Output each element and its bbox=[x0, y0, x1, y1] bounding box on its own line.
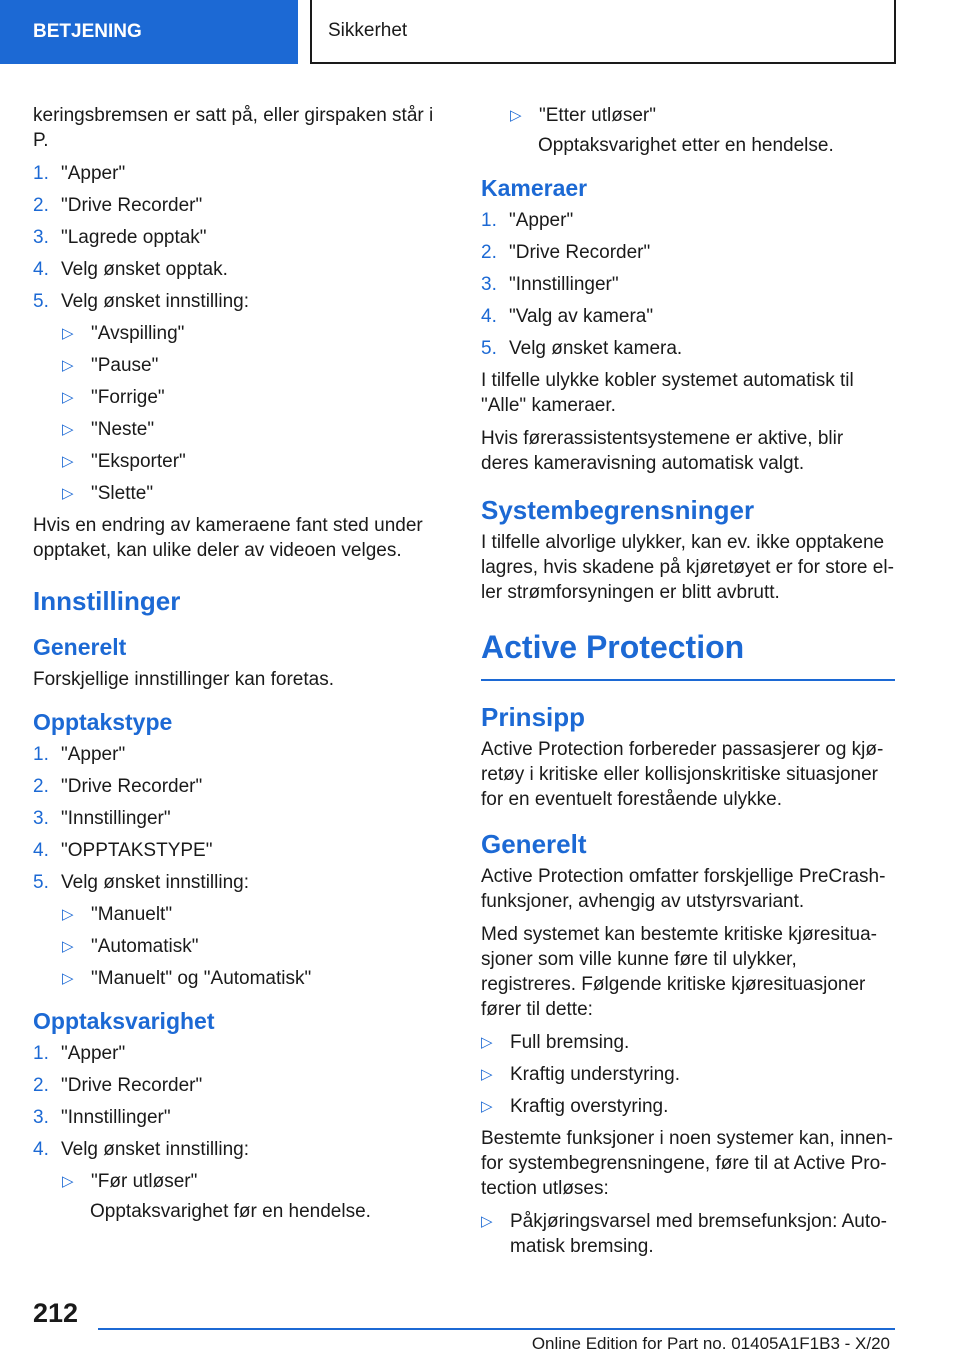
steps-list-4 bbox=[481, 208, 895, 361]
bullets-2 bbox=[62, 902, 443, 991]
step-text: "Drive Recorder" bbox=[61, 195, 203, 216]
steps-list-1 bbox=[33, 161, 443, 314]
bullet-text: "Avspilling" bbox=[91, 323, 185, 344]
section-label: BETJENING bbox=[33, 21, 142, 42]
step-number: 3. bbox=[33, 1107, 49, 1128]
bullet-text: Kraftig overstyring. bbox=[510, 1096, 669, 1117]
step-number: 2. bbox=[33, 776, 49, 797]
triangle-bullet-icon: ▷ bbox=[481, 1213, 493, 1230]
list-item bbox=[62, 966, 443, 991]
list-item bbox=[62, 385, 443, 410]
step-text: "Apper" bbox=[509, 210, 574, 231]
step-text: "Apper" bbox=[61, 744, 126, 765]
step-text: Velg ønsket innstilling: bbox=[61, 872, 249, 893]
step-number: 1. bbox=[33, 744, 49, 765]
triangle-bullet-icon: ▷ bbox=[510, 107, 522, 124]
step-text: "OPPTAKSTYPE" bbox=[61, 840, 213, 861]
list-item bbox=[33, 161, 443, 186]
step-text: "Drive Recorder" bbox=[509, 242, 651, 263]
step-number: 3. bbox=[33, 808, 49, 829]
bullet-text: "Eksporter" bbox=[91, 451, 186, 472]
list-item bbox=[33, 257, 443, 282]
triangle-bullet-icon: ▷ bbox=[62, 485, 74, 502]
step-text: "Drive Recorder" bbox=[61, 776, 203, 797]
list-item bbox=[62, 417, 443, 442]
list-item bbox=[510, 103, 895, 128]
bullet-text: Full bremsing. bbox=[510, 1032, 630, 1053]
heading-systembegrensninger: Systembegrensninger bbox=[481, 495, 755, 525]
triangle-bullet-icon: ▷ bbox=[62, 453, 74, 470]
list-item bbox=[33, 289, 443, 314]
list-item bbox=[33, 193, 443, 218]
section-tab bbox=[0, 0, 298, 64]
heading-opptakstype: Opptakstype bbox=[33, 709, 173, 735]
list-item bbox=[33, 1137, 443, 1162]
list-item bbox=[62, 1169, 443, 1194]
chapter-tab bbox=[310, 0, 896, 64]
step-text: Velg ønsket kamera. bbox=[509, 338, 683, 359]
heading-active-protection: Active Protection bbox=[481, 627, 895, 681]
step-number: 4. bbox=[33, 1139, 49, 1160]
list-item bbox=[481, 336, 895, 361]
list-item bbox=[481, 304, 895, 329]
paragraph: I tilfelle ulykke kobler systemet automatisk til "Alle" kameraer. bbox=[481, 370, 854, 416]
step-number: 5. bbox=[481, 338, 497, 359]
step-text: Velg ønsket opptak. bbox=[61, 259, 228, 280]
paragraph: Med systemet kan bestemte kritiske kjøresituasjoner som ville kunne føre til ulykker, registreres. Følgende kritiske kjøresituasjoner fører til dette: bbox=[481, 924, 877, 1020]
list-item bbox=[481, 1094, 895, 1119]
triangle-bullet-icon: ▷ bbox=[481, 1098, 493, 1115]
triangle-bullet-icon: ▷ bbox=[62, 906, 74, 923]
list-item bbox=[33, 838, 443, 863]
steps-list-3 bbox=[33, 1041, 443, 1162]
triangle-bullet-icon: ▷ bbox=[62, 421, 74, 438]
bullet-text: "Pause" bbox=[91, 355, 159, 376]
step-text: "Lagrede opptak" bbox=[61, 227, 207, 248]
paragraph: Hvis en endring av kameraene fant sted under opptaket, kan ulike deler av videoen velges. bbox=[33, 515, 423, 561]
heading-innstillinger: Innstillinger bbox=[33, 586, 181, 616]
paragraph: Bestemte funksjoner i noen systemer kan, innenfor systembegrensningene, føre til at Active Protection utløses: bbox=[481, 1128, 893, 1199]
bullet-text: "Forrige" bbox=[91, 387, 165, 408]
list-item bbox=[481, 272, 895, 297]
list-item bbox=[481, 240, 895, 265]
page-number: 212 bbox=[33, 1298, 79, 1328]
step-text: "Valg av kamera" bbox=[509, 306, 654, 327]
step-number: 2. bbox=[33, 195, 49, 216]
paragraph: Active Protection forbereder passasjerer og kjøretøy i kritiske eller kollisjonskritiske situasjoner for en eventuelt forestående ulykke. bbox=[481, 739, 884, 810]
heading-generelt: Generelt bbox=[33, 634, 127, 660]
bullet-text: "Neste" bbox=[91, 419, 155, 440]
list-item bbox=[62, 449, 443, 474]
paragraph: Hvis førerassistentsystemene er aktive, blir deres kameravisning automatisk valgt. bbox=[481, 428, 844, 474]
triangle-bullet-icon: ▷ bbox=[62, 970, 74, 987]
step-number: 5. bbox=[33, 291, 49, 312]
triangle-bullet-icon: ▷ bbox=[481, 1034, 493, 1051]
heading-prinsipp: Prinsipp bbox=[481, 702, 586, 732]
step-text: Velg ønsket innstilling: bbox=[61, 1139, 249, 1160]
bullet-text: "Etter utløser" bbox=[539, 105, 656, 126]
step-number: 1. bbox=[481, 210, 497, 231]
step-number: 4. bbox=[33, 840, 49, 861]
step-text: "Innstillinger" bbox=[61, 1107, 171, 1128]
step-text: "Apper" bbox=[61, 163, 126, 184]
triangle-bullet-icon: ▷ bbox=[62, 938, 74, 955]
list-item bbox=[33, 1105, 443, 1130]
triangle-bullet-icon: ▷ bbox=[62, 389, 74, 406]
paragraph: Active Protection omfatter forskjellige PreCrash-funksjoner, avhengig av utstyrsvariant. bbox=[481, 866, 886, 912]
list-item bbox=[33, 806, 443, 831]
bullet-text: "Manuelt" bbox=[91, 904, 173, 925]
list-item bbox=[33, 1041, 443, 1066]
step-text: Velg ønsket innstilling: bbox=[61, 291, 249, 312]
list-item bbox=[62, 934, 443, 959]
list-item bbox=[33, 1073, 443, 1098]
step-number: 1. bbox=[33, 163, 49, 184]
right-column bbox=[481, 103, 895, 1266]
list-item bbox=[33, 870, 443, 895]
paragraph: Forskjellige innstillinger kan foretas. bbox=[33, 669, 334, 690]
chapter-label: Sikkerhet bbox=[328, 20, 408, 41]
step-number: 1. bbox=[33, 1043, 49, 1064]
footer-edition: Online Edition for Part no. 01405A1F1B3 - X/20 bbox=[531, 1334, 890, 1353]
triangle-bullet-icon: ▷ bbox=[62, 357, 74, 374]
bullets-1 bbox=[62, 321, 443, 506]
list-item bbox=[481, 1209, 895, 1259]
footer-divider bbox=[98, 1328, 895, 1330]
step-text: "Apper" bbox=[61, 1043, 126, 1064]
bullet-text: "Automatisk" bbox=[91, 936, 199, 957]
bullet-text: Kraftig understyring. bbox=[510, 1064, 681, 1085]
step-number: 2. bbox=[33, 1075, 49, 1096]
step-number: 5. bbox=[33, 872, 49, 893]
intro-text: keringsbremsen er satt på, eller girspaken står i P. bbox=[33, 105, 434, 151]
paragraph: I tilfelle alvorlige ulykker, kan ev. ikke opptakene lagres, hvis skadene på kjøretøyet er for store eller strømforsyningen er blitt avbrutt. bbox=[481, 532, 894, 603]
list-item bbox=[62, 321, 443, 346]
bullet-text: "Før utløser" bbox=[91, 1171, 198, 1192]
bullets-3 bbox=[62, 1169, 443, 1194]
step-number: 2. bbox=[481, 242, 497, 263]
steps-list-2 bbox=[33, 742, 443, 895]
heading-opptaksvarighet: Opptaksvarighet bbox=[33, 1008, 215, 1034]
bullets-4 bbox=[481, 1030, 895, 1119]
list-item bbox=[62, 902, 443, 927]
list-item bbox=[62, 353, 443, 378]
list-item bbox=[33, 774, 443, 799]
bullet-text: Påkjøringsvarsel med bremsefunksjon: Automatisk bremsing. bbox=[510, 1211, 887, 1257]
list-item bbox=[481, 208, 895, 233]
step-number: 3. bbox=[33, 227, 49, 248]
bullet-description: Opptaksvarighet etter en hendelse. bbox=[538, 135, 834, 156]
step-number: 4. bbox=[33, 259, 49, 280]
list-item bbox=[481, 1062, 895, 1087]
left-column bbox=[33, 103, 443, 1232]
step-text: "Innstillinger" bbox=[509, 274, 619, 295]
step-number: 4. bbox=[481, 306, 497, 327]
step-number: 3. bbox=[481, 274, 497, 295]
list-item bbox=[481, 1030, 895, 1055]
triangle-bullet-icon: ▷ bbox=[62, 1173, 74, 1190]
bullet-text: "Slette" bbox=[91, 483, 154, 504]
heading-generelt-right: Generelt bbox=[481, 829, 587, 859]
bullet-text: "Manuelt" og "Automatisk" bbox=[91, 968, 312, 989]
heading-kameraer: Kameraer bbox=[481, 175, 588, 201]
list-item bbox=[62, 481, 443, 506]
step-text: "Drive Recorder" bbox=[61, 1075, 203, 1096]
bullet-description: Opptaksvarighet før en hendelse. bbox=[90, 1201, 371, 1222]
list-item bbox=[33, 742, 443, 767]
triangle-bullet-icon: ▷ bbox=[481, 1066, 493, 1083]
step-text: "Innstillinger" bbox=[61, 808, 171, 829]
triangle-bullet-icon: ▷ bbox=[62, 325, 74, 342]
list-item bbox=[33, 225, 443, 250]
